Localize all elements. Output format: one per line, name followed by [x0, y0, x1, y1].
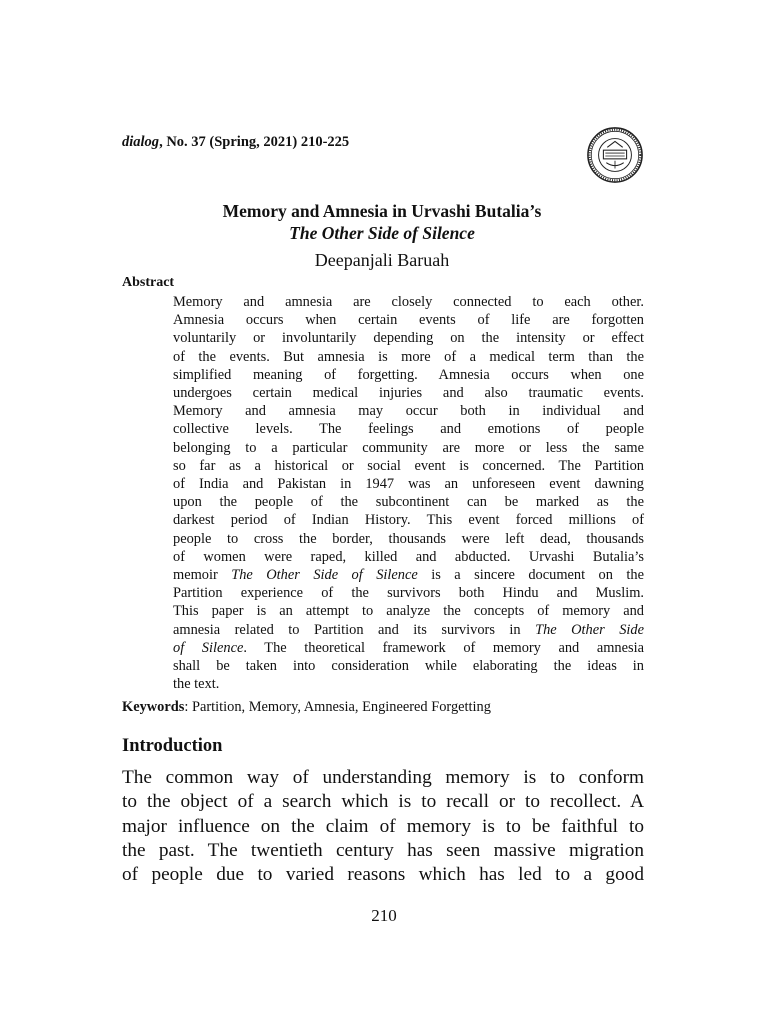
- page-number: 210: [371, 906, 397, 925]
- abstract-line: people to cross the border, thousands were left dead, thousands: [173, 530, 644, 547]
- abstract-line: belonging to a particular community are more or less the same: [173, 439, 644, 456]
- abstract-line: undergoes certain medical injuries and also traumatic events.: [173, 385, 644, 402]
- abstract-line: so far as a historical or social event is concerned. The Partition: [173, 457, 644, 474]
- university-seal-icon: [586, 126, 644, 184]
- section-heading-introduction: Introduction: [122, 736, 223, 756]
- abstract-text: . The theoretical framework of memory and amnesia: [243, 639, 645, 656]
- intro-line: the past. The twentieth century has seen massive migration: [122, 839, 644, 861]
- abstract-line: darkest period of Indian History. This event forced millions of: [173, 512, 644, 529]
- article-title-block: [122, 200, 642, 272]
- abstract-text: memoir: [173, 567, 232, 584]
- abstract-line: voluntarily or involuntarily depending on the intensity or effect: [173, 330, 644, 347]
- keywords-label: Keywords: [122, 699, 185, 715]
- abstract-line: Memory and amnesia are closely connected to each other.: [173, 294, 644, 310]
- article-title-italic: The Other Side of Silence: [289, 223, 475, 243]
- keywords-list: : Partition, Memory, Amnesia, Engineered Forgetting: [184, 699, 491, 715]
- intro-line: to the object of a search which is to recall or to recollect. A: [122, 791, 644, 813]
- abstract-line: of women were raped, killed and abducted. Urvashi Butalia’s: [173, 548, 644, 565]
- intro-line: The common way of understanding memory is to conform: [122, 767, 644, 788]
- abstract-line: upon the people of the subcontinent can be marked as the: [173, 494, 644, 511]
- author-name: Deepanjali Baruah: [314, 250, 450, 270]
- keywords: [122, 698, 491, 716]
- abstract-line: of the events. But amnesia is more of a medical term than the: [173, 348, 644, 365]
- abstract-line: [173, 639, 644, 657]
- issue-info: , No. 37 (Spring, 2021) 210-225: [159, 134, 350, 150]
- intro-line: of people due to varied reasons which has led to a good: [122, 864, 644, 886]
- abstract-line: [173, 566, 644, 584]
- introduction-body: [122, 766, 644, 887]
- book-title-italic: of Silence: [173, 639, 244, 656]
- book-title-italic: The Other Side of Silence: [231, 567, 418, 584]
- abstract-line: of India and Pakistan in 1947 was an unforeseen event dawning: [173, 476, 644, 493]
- abstract-line: the text.: [173, 676, 220, 693]
- abstract-body: [173, 293, 644, 693]
- abstract-line: Amnesia occurs when certain events of life are forgotten: [173, 312, 644, 329]
- abstract-line: This paper is an attempt to analyze the concepts of memory and: [173, 603, 644, 620]
- abstract-line: Memory and amnesia may occur both in individual and: [173, 403, 644, 420]
- abstract-text: is a sincere document on the: [417, 567, 644, 584]
- intro-line: major influence on the claim of memory is to be faithful to: [122, 815, 644, 837]
- article-title: Memory and Amnesia in Urvashi Butalia’s: [222, 201, 542, 221]
- abstract-line: simplified meaning of forgetting. Amnesia occurs when one: [173, 366, 644, 383]
- abstract-line: collective levels. The feelings and emotions of people: [173, 421, 644, 438]
- abstract-line: shall be taken into consideration while elaborating the ideas in: [173, 658, 644, 675]
- abstract-heading: Abstract: [122, 275, 175, 290]
- journal-name: dialog: [122, 134, 160, 150]
- abstract-line: Partition experience of the survivors both Hindu and Muslim.: [173, 585, 644, 602]
- abstract-line: [173, 621, 644, 639]
- journal-citation: [122, 134, 349, 151]
- abstract-text: amnesia related to Partition and its survivors in: [173, 621, 536, 638]
- book-title-italic: The Other Side: [535, 621, 645, 638]
